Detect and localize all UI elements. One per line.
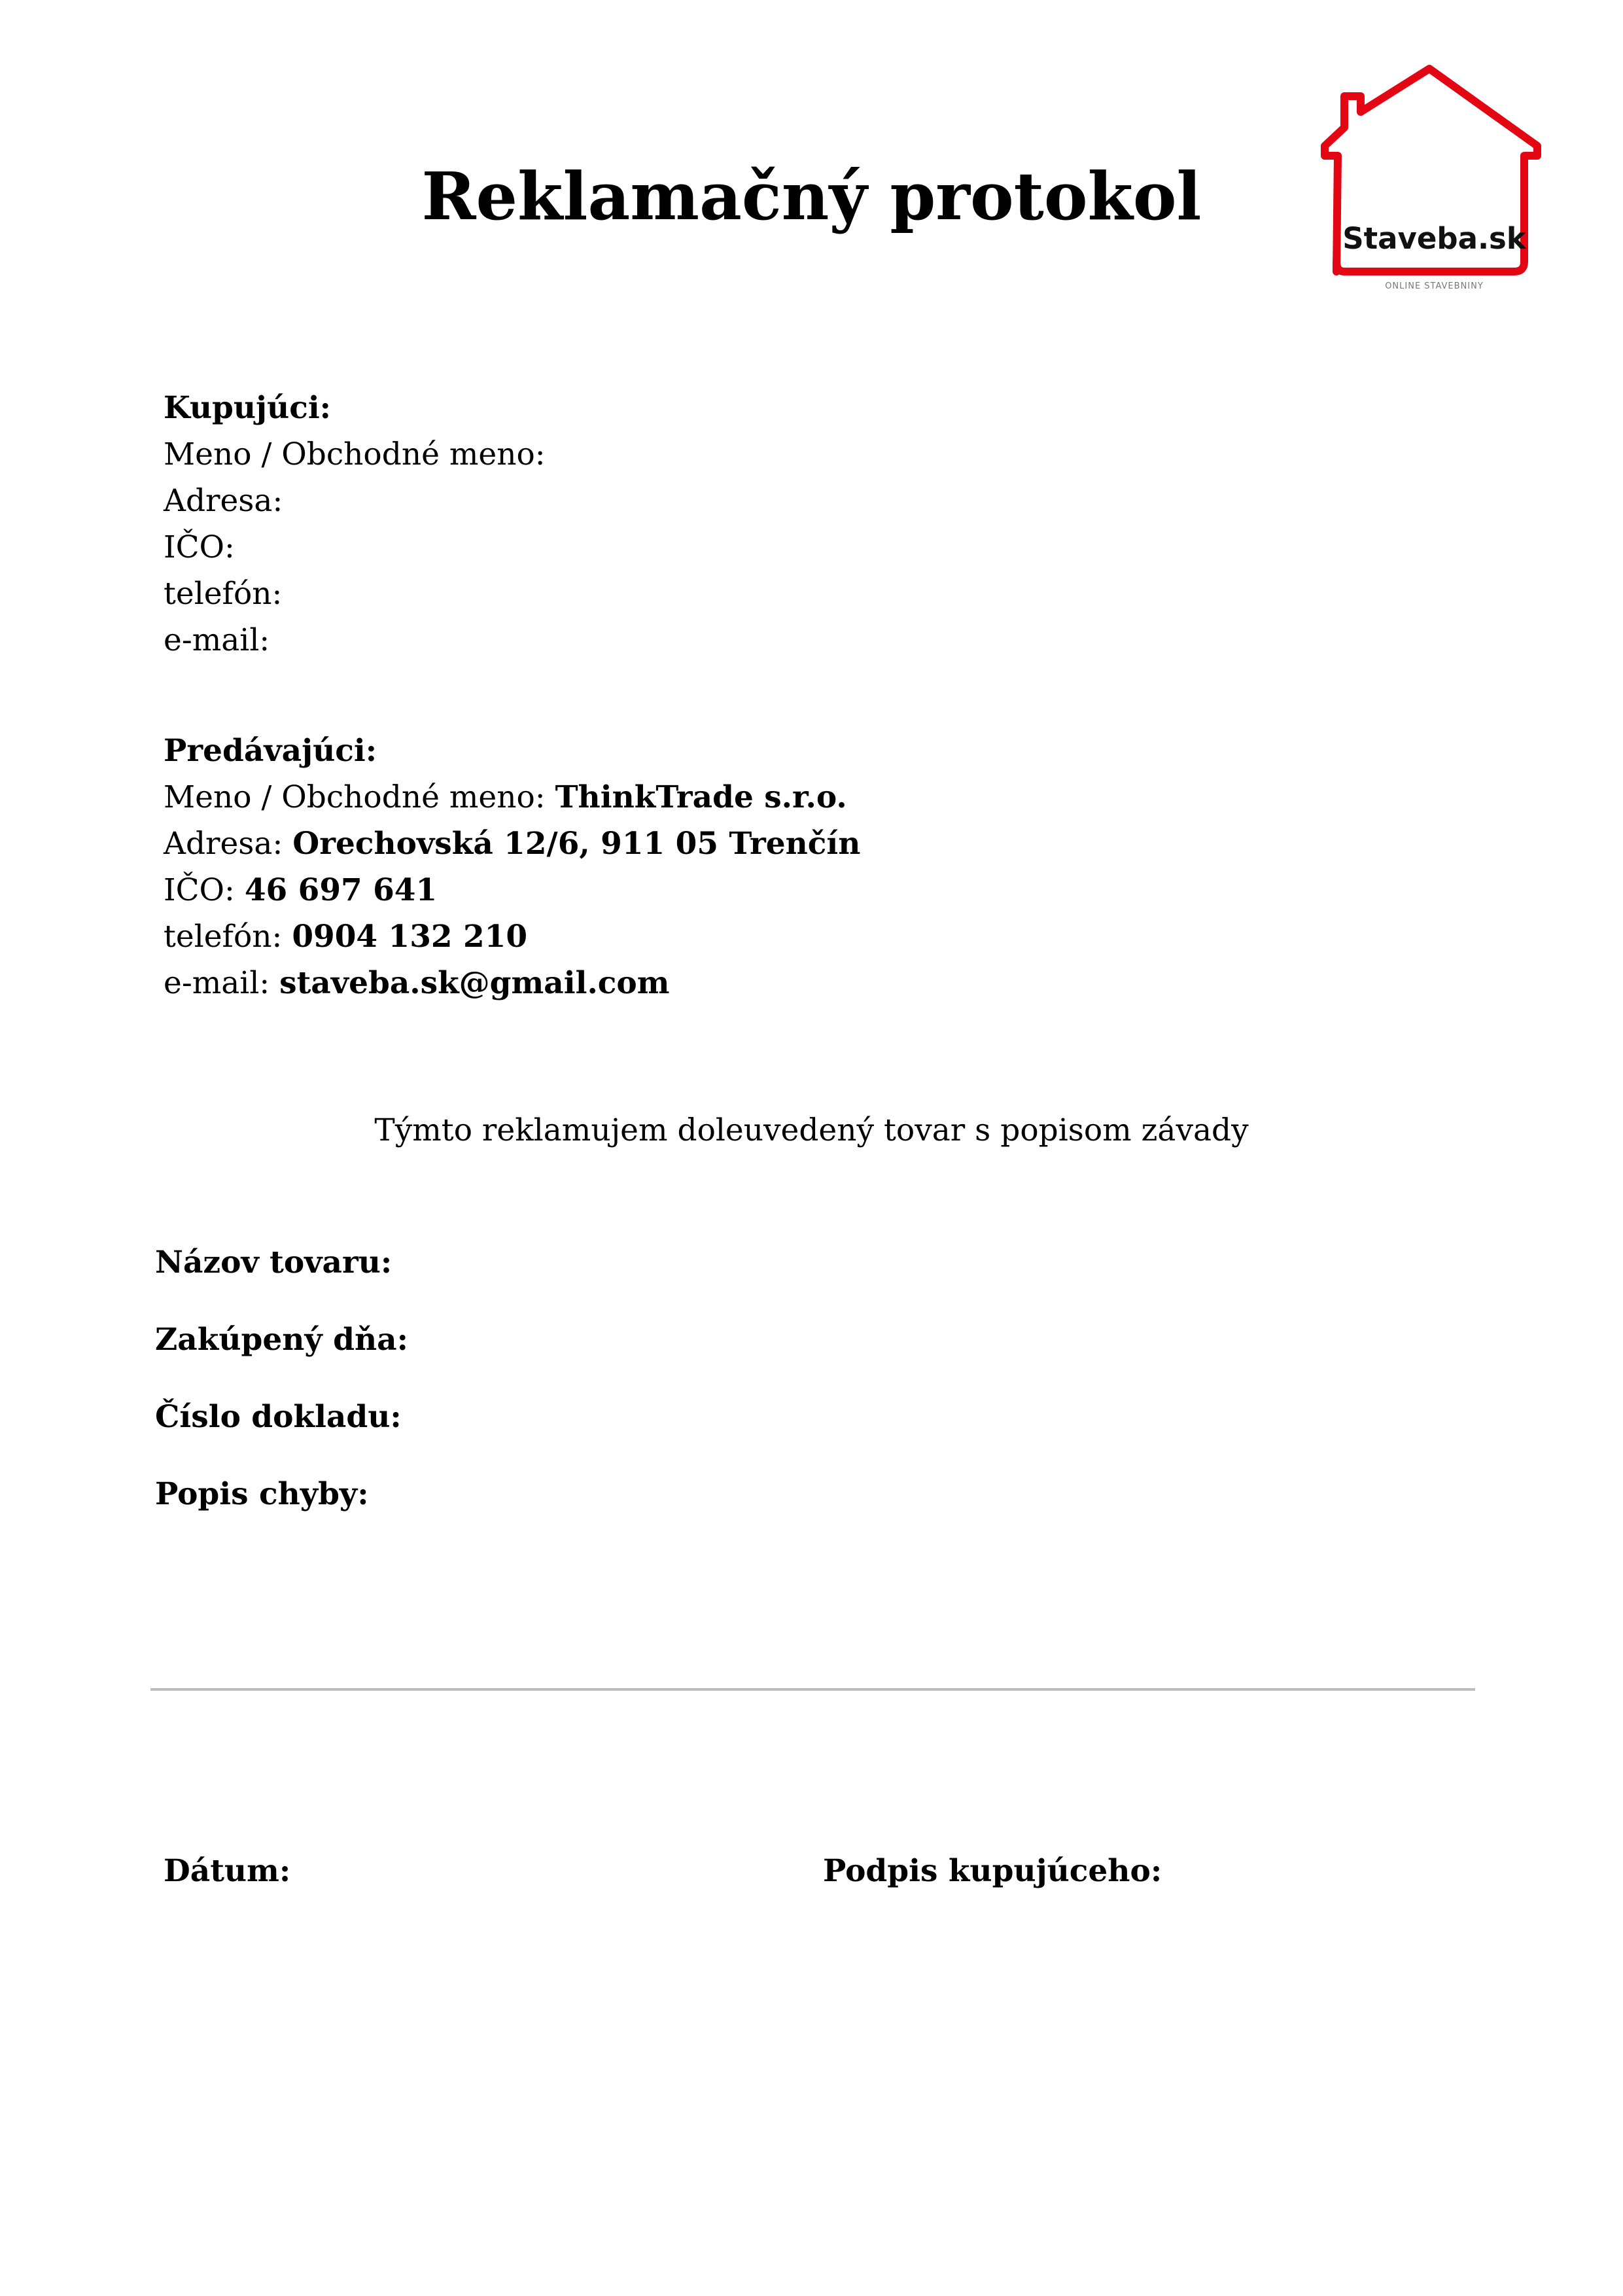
seller-address-row — [164, 821, 860, 867]
purchase-date-label: Zakúpený dňa: — [155, 1322, 408, 1358]
buyer-ico-label: IČO: — [164, 529, 235, 565]
document-number-label: Číslo dokladu: — [155, 1399, 402, 1435]
seller-address-label: Adresa: — [164, 826, 283, 862]
divider-line — [150, 1688, 1475, 1691]
buyer-address-label: Adresa: — [164, 483, 283, 519]
seller-name-label: Meno / Obchodné meno: — [164, 779, 546, 815]
document-title: Reklamačný protokol — [421, 158, 1202, 235]
buyer-heading: Kupujúci: — [164, 390, 332, 426]
seller-heading: Predávajúci: — [164, 733, 377, 769]
logo-tagline: ONLINE STAVEBNINY — [1385, 281, 1484, 291]
seller-phone-label: telefón: — [164, 919, 283, 955]
seller-email-row — [164, 960, 860, 1006]
signature-label: Podpis kupujúceho: — [823, 1853, 1162, 1889]
seller-ico-label: IČO: — [164, 872, 235, 908]
house-logo-icon — [1312, 62, 1550, 304]
seller-name-value: ThinkTrade s.r.o. — [555, 779, 847, 815]
seller-email-value: staveba.sk@gmail.com — [279, 965, 670, 1001]
buyer-phone-label: telefón: — [164, 576, 283, 612]
seller-phone-row — [164, 913, 860, 960]
seller-email-label: e-mail: — [164, 965, 270, 1001]
buyer-section — [164, 385, 546, 663]
seller-ico-value: 46 697 641 — [244, 872, 438, 908]
seller-section — [164, 728, 860, 1006]
intro-text: Týmto reklamujem doleuvedený tovar s popisom závady — [374, 1112, 1249, 1148]
seller-ico-row — [164, 867, 860, 913]
logo-text: Staveba.sk — [1342, 221, 1526, 256]
buyer-name-label: Meno / Obchodné meno: — [164, 436, 546, 472]
product-name-label: Názov tovaru: — [155, 1245, 393, 1280]
date-label: Dátum: — [164, 1853, 291, 1889]
seller-address-value: Orechovská 12/6, 911 05 Trenčín — [292, 826, 861, 862]
buyer-email-label: e-mail: — [164, 622, 270, 658]
seller-name-row — [164, 774, 860, 821]
defect-description-label: Popis chyby: — [155, 1476, 369, 1512]
seller-phone-value: 0904 132 210 — [292, 919, 528, 955]
